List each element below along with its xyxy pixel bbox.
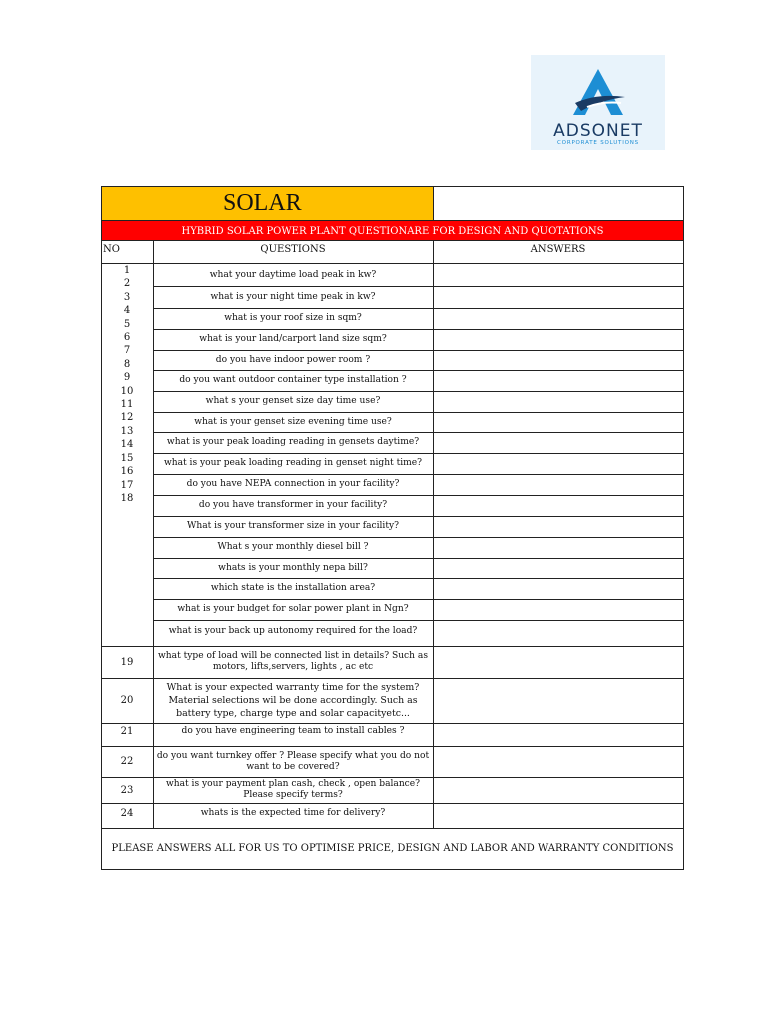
question-row: do you have transformer in your facility? (198, 500, 388, 510)
question-row: what is your land/carport land size sqm? (199, 334, 387, 344)
header-questions: QUESTIONS (260, 244, 326, 255)
question-row: what type of load will be connected list in details? Such as motors, lifts,servers, lights , ac etc (158, 651, 428, 672)
question-row: what is your payment plan cash, check , open balance? Please specify terms? (165, 779, 421, 800)
header-answers: ANSWERS (530, 244, 586, 255)
question-row: what is your night time peak in kw? (210, 291, 376, 302)
question-row: what your daytime load peak in kw? (209, 269, 377, 280)
question-row: what is your genset size evening time use? (194, 416, 392, 427)
question-row: what is your peak loading reading in genset night time? (163, 458, 423, 468)
question-row: do you have NEPA connection in your facility? (186, 479, 400, 489)
row-number: 24 (120, 807, 134, 819)
question-row: do you want outdoor container type installation ? (179, 375, 407, 385)
question-row: what is your peak loading reading in gensets daytime? (166, 437, 420, 447)
logo-name: ADSONET (553, 121, 643, 141)
question-row: whats is your monthly nepa bill? (218, 562, 368, 573)
question-row: do you want turnkey offer ? Please specify what you do not want to be covered? (156, 750, 430, 772)
row-numbers-1-18: 1 2 3 4 5 6 7 8 9 10 11 12 13 14 15 16 17 18 (120, 265, 134, 504)
company-logo (531, 55, 665, 150)
question-row: do you have engineering team to install cables ? (181, 725, 405, 736)
adsonet-triangle-icon (567, 67, 629, 119)
question-row: whats is the expected time for delivery? (200, 807, 386, 818)
question-row: what is your budget for solar power plant in Ngn? (177, 604, 409, 614)
question-row: What is your expected warranty time for the system?Material selections wil be done accordingly. Such as battery type, charge type and solar capacityetc... (166, 682, 420, 719)
row-number: 20 (120, 695, 134, 706)
question-row: which state is the installation area? (210, 583, 376, 593)
question-row: what s your genset size day time use? (205, 396, 381, 406)
question-row: what is your back up autonomy required for the load? (168, 625, 418, 636)
form-title: SOLAR (101, 186, 433, 220)
row-number: 19 (120, 656, 134, 668)
question-row: What is your transformer size in your facility? (187, 521, 399, 531)
logo-tagline: CORPORATE SOLUTIONS (557, 140, 639, 146)
form-subtitle: HYBRID SOLAR POWER PLANT QUESTIONARE FOR DESIGN AND QUOTATIONS (101, 220, 684, 241)
row-number: 21 (120, 725, 134, 737)
question-row: do you have indoor power room ? (215, 354, 371, 365)
row-number: 23 (120, 784, 134, 796)
question-row: what is your roof size in sqm? (224, 313, 362, 323)
question-row: What s your monthly diesel bill ? (217, 542, 369, 552)
footer-note: PLEASE ANSWERS ALL FOR US TO OPTIMISE PRICE, DESIGN AND LABOR AND WARRANTY CONDITIONS (111, 843, 674, 854)
header-no: NO (103, 244, 120, 255)
row-number: 22 (120, 756, 134, 767)
